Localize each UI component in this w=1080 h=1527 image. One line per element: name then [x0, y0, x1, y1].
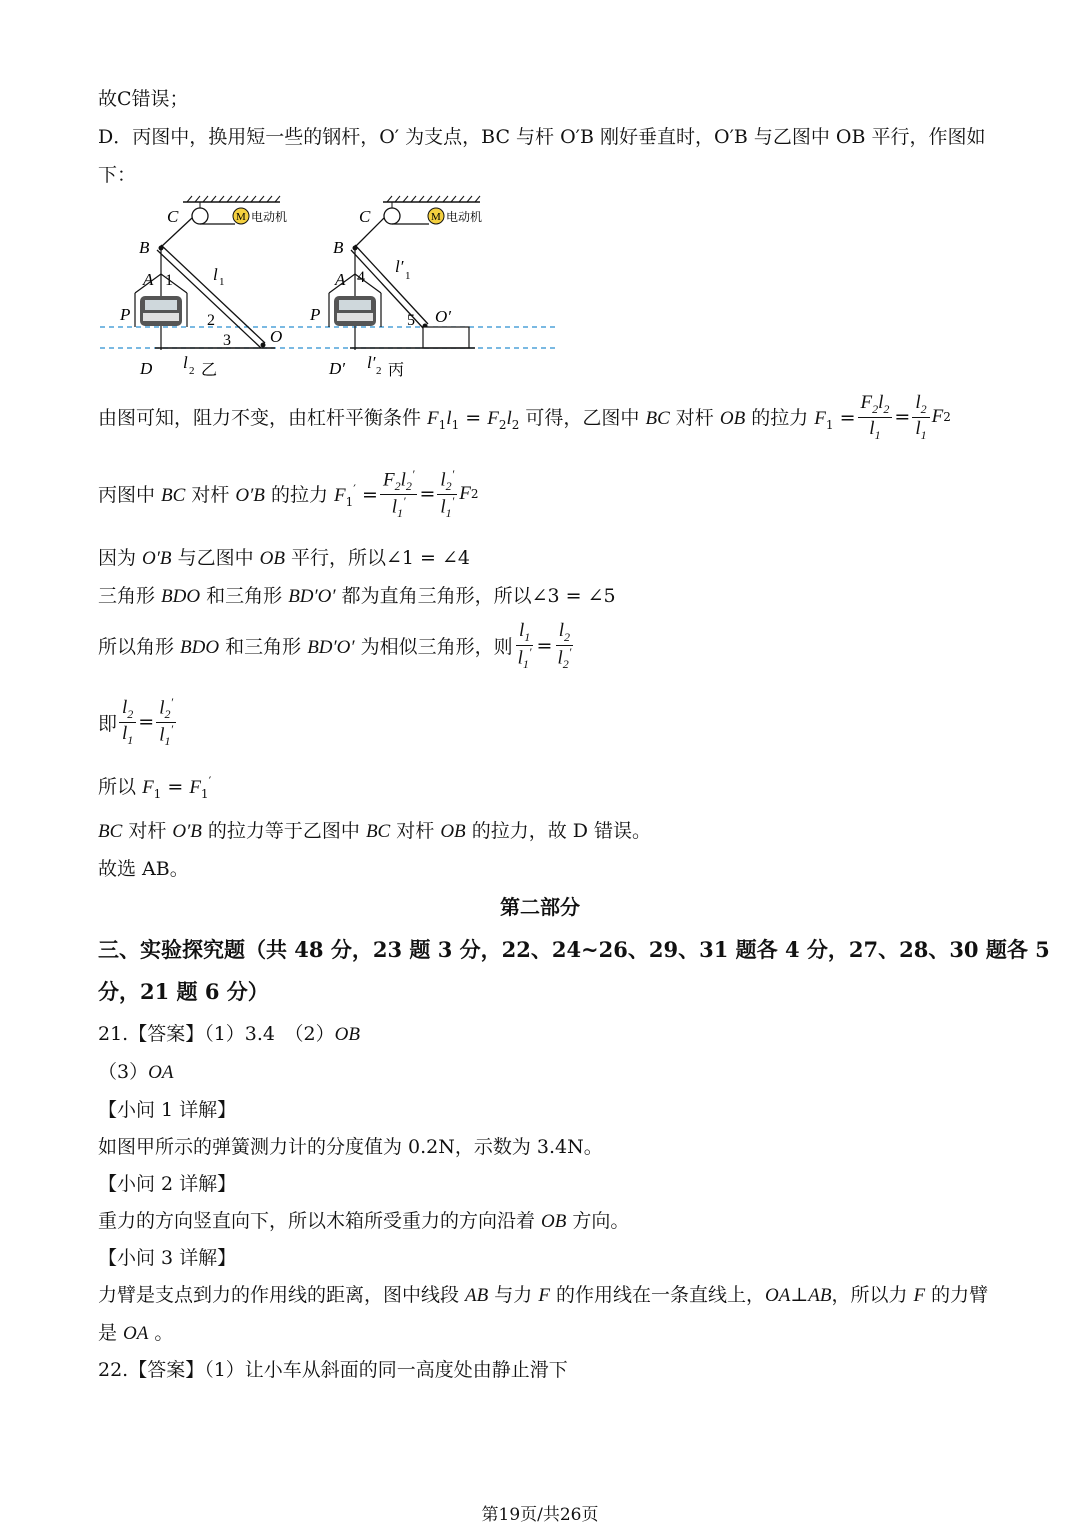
- svg-text:4: 4: [357, 269, 365, 286]
- svg-text:B: B: [139, 238, 150, 257]
- sub-question-3-heading: 【小问 3 详解】: [98, 1247, 237, 1269]
- motor-label-left: 电动机: [251, 210, 288, 224]
- svg-text:O′: O′: [435, 307, 451, 326]
- q22-answer: 22.【答案】（1）让小车从斜面的同一高度处由静止滑下: [98, 1359, 568, 1381]
- svg-text:l: l: [213, 265, 218, 284]
- svg-text:M: M: [236, 211, 246, 223]
- svg-text:5: 5: [407, 312, 415, 329]
- d-intro-line-2: 下：: [98, 164, 137, 186]
- sub-question-2-heading: 【小问 2 详解】: [98, 1173, 237, 1195]
- bc-equal-line: BC 对杆 O′B 的拉力等于乙图中 BC 对杆 OB 的拉力，故 D 错误。: [98, 820, 652, 842]
- ji-line: 即 $\frac{l_2}{l_1}$ = $\frac{l_2'}{l_1'}$: [98, 696, 178, 749]
- svg-text:l: l: [183, 353, 188, 372]
- similar-line: 所以角形 BDO 和三角形 BD′O′ 为相似三角形，则 $\frac{l_1}{l_1'}$ = $\frac{l_2}{l_2'}$: [98, 620, 572, 671]
- svg-text:1: 1: [219, 276, 225, 288]
- equation-line-2: 丙图中 BC 对杆 O′B 的拉力 $F_1'$ = $\frac{F_2l_2'}{l_1'}$ = $\frac{l_2'}{l_1'}$ F 2: [98, 467, 479, 521]
- svg-text:M: M: [431, 211, 441, 223]
- d-intro-line-1: D．丙图中，换用短一些的钢杆，O′ 为支点，BC 与杆 O′B 刚好垂直时，O′B 与乙图中 OB 平行，作图如: [98, 126, 986, 148]
- frac-f2l2-l1: $\frac{F_2l_2}{l_1}$: [858, 392, 893, 442]
- svg-text:P: P: [310, 305, 321, 324]
- svg-text:乙: 乙: [201, 362, 218, 379]
- figure-bing: [309, 196, 482, 379]
- svg-text:丙: 丙: [388, 362, 405, 379]
- parallel-line: 因为 O′B 与乙图中 OB 平行，所以∠1 = ∠4: [98, 547, 471, 569]
- sub-question-2-text: 重力的方向竖直向下，所以木箱所受重力的方向沿着 OB 方向。: [98, 1210, 630, 1232]
- sub-question-3-text-2: 是 OA 。: [98, 1322, 174, 1344]
- q21-answer: 21.【答案】（1）3.4 （2）OB: [98, 1023, 360, 1045]
- so-f-line: 所以 $F_1 = F_1'$: [98, 774, 212, 801]
- frac-l2-l1: $\frac{l_2}{l_1}$: [912, 392, 929, 442]
- section-three-heading-2: 分，21 题 6 分）: [98, 979, 269, 1004]
- choose-line: 故选 AB。: [98, 858, 189, 880]
- sub-question-3-text-1: 力臂是支点到力的作用线的距离，图中线段 AB 与力 F 的作用线在一条直线上，OA⊥AB，所以力 F 的力臂: [98, 1284, 989, 1306]
- svg-text:1: 1: [405, 270, 411, 282]
- lever-figure: [95, 190, 565, 385]
- equation-line-1: 由图可知，阻力不变，由杠杆平衡条件 $F_1l_1 = F_2l_2$ 可得，乙图中 BC 对杆 OB 的拉力 $F_1$ = $\frac{F_2l_2}{l_1}$ = $\frac{l_2}{l_1}$ F 2: [98, 392, 951, 442]
- svg-text:D′: D′: [329, 359, 345, 378]
- svg-text:C: C: [359, 207, 371, 226]
- svg-text:l′: l′: [367, 353, 376, 372]
- svg-text:A: A: [143, 270, 154, 289]
- svg-text:O: O: [270, 327, 283, 346]
- page-footer: 第19页/共26页: [481, 1505, 599, 1525]
- c-wrong-line: 故C错误；: [98, 88, 189, 110]
- svg-text:1: 1: [165, 272, 173, 289]
- svg-text:2: 2: [376, 365, 382, 377]
- motor-label-right: 电动机: [446, 210, 483, 224]
- figure-yi: [119, 196, 287, 379]
- q21-answer-3: （3）OA: [98, 1061, 174, 1083]
- eq1-text: 由图可知，阻力不变，由杠杆平衡条件 $F_1l_1 = F_2l_2$ 可得，乙图中 BC 对杆 OB 的拉力 $F_1$ =: [98, 406, 856, 432]
- svg-text:B: B: [333, 238, 344, 257]
- right-triangle-line: 三角形 BDO 和三角形 BD′O′ 都为直角三角形，所以∠3 = ∠5: [98, 585, 616, 607]
- part-two-heading: 第二部分: [500, 895, 580, 919]
- svg-text:P: P: [120, 305, 131, 324]
- section-three-heading-1: 三、实验探究题（共 48 分，23 题 3 分，22、24~26、29、31 题各 4 分，27、28、30 题各 5: [98, 937, 1050, 962]
- svg-text:2: 2: [189, 365, 195, 377]
- svg-text:A: A: [335, 270, 346, 289]
- svg-text:D: D: [140, 359, 153, 378]
- svg-text:2: 2: [207, 312, 215, 329]
- svg-text:3: 3: [223, 332, 231, 349]
- svg-text:l′: l′: [395, 257, 404, 276]
- svg-text:C: C: [167, 207, 179, 226]
- sub-question-1-heading: 【小问 1 详解】: [98, 1099, 237, 1121]
- sub-question-1-text: 如图甲所示的弹簧测力计的分度值为 0.2N，示数为 3.4N。: [98, 1136, 603, 1158]
